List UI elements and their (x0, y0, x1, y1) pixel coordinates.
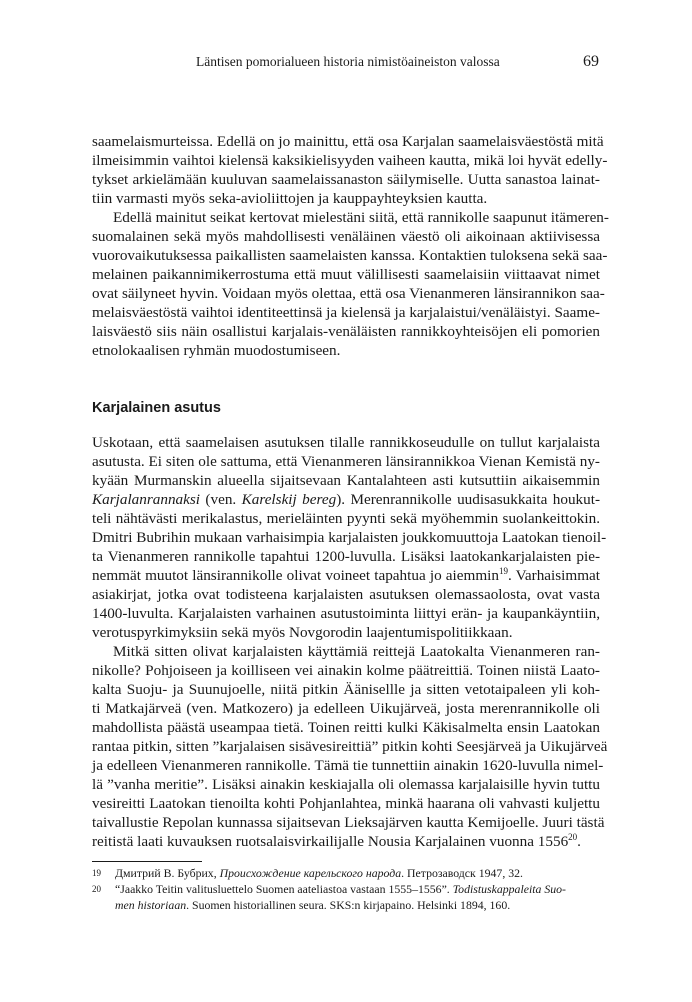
footnote-text: “Jaakko Teitin valitusluettelo Suomen aateliastoa vastaan 1555–1556”. Todistuskappaleita Suo- (115, 882, 566, 896)
section-heading: Karjalainen asutus (92, 400, 221, 416)
text-line: Karjalanrannaksi (ven. Karelskij bereg). Merenrannikolle uudisasukkaita houkut- (92, 491, 600, 508)
text-line: melainen paikannimikerrostuma että muut välillisesti saamelaisiin viittaavat nimet (92, 266, 600, 283)
text-line: ti Matkajärveä (ven. Matkozero) ja edelleen Uikujärveä, josta merenrannikolle oli (92, 700, 600, 717)
text-line: tykset arkielämään kuuluvan saamelaissanaston säilymiselle. Uutta sanastoa lainat- (92, 171, 600, 188)
footnote-19 (92, 865, 600, 881)
text-line: teli nähtävästi merikalastus, merieläinten pyynti sekä myöhemmin suolankeittokin. (92, 510, 600, 527)
footnote-number: 19 (92, 868, 101, 878)
text-line: mahdollista päästä useampaa tietä. Toinen reitti kulki Käkisalmelta ensin Laatokan (92, 719, 600, 736)
page-number: 69 (583, 53, 599, 70)
running-head (0, 52, 692, 72)
text-line: ja edelleen Vienanmeren rannikolle. Tämä tie tunnettiin ainakin 1620-luvulla nimel- (92, 757, 604, 774)
text-line: etnolokaalisen ryhmän muodostumiseen. (92, 342, 341, 359)
text-line: ta Vienanmeren rannikolle tapahtui 1200-luvulla. Lisäksi laatokankarjalaisten pie- (92, 548, 600, 565)
footnote-divider (92, 861, 202, 862)
text-line: vesireitti Laatokan tienoilta kohti Pohjanlahtea, minkä haarana oli vahvasti kuljettu (92, 795, 600, 812)
footnote-number: 20 (92, 884, 101, 894)
text-line: suomalainen sekä myös mahdollisesti venäläinen väestö oli aikoinaan aktiivisessa (92, 228, 600, 245)
text-line: reitistä laati kuvauksen ruotsalaisvirkailijalle Nousia Karjalainen vuonna 1556$^{20}$. (92, 832, 581, 850)
text-line: Dmitri Bubrihin mukaan varhaisimpia karjalaisten joukkomuuttoja Laatokan tienoil- (92, 529, 607, 546)
text-line: rantaa pitkin, sitten ”karjalaisen sisävesireittiä” pitkin kohti Seesjärveä ja Uikujärveä (92, 738, 608, 755)
italic-term: Karjalanrannaksi (92, 491, 201, 508)
paragraph-2 (92, 208, 609, 360)
footnote-text: Дмитрий В. Бубрих, Происхождение карельского народа. Петрозаводск 1947, 32. (115, 866, 523, 880)
text-line: lä ”vanha meritie”. Lisäksi ainakin keskiajalla oli olemassa karjalaisille hyvin tuttu (92, 776, 600, 793)
text-line: nikolle? Pohjoiseen ja koilliseen vei ainakin kolme päätreittiä. Toinen niistä Laato- (92, 662, 600, 679)
text-line: ilmeisimmin vaihtoi kielensä kaksikielisyyden vaiheen kautta, mikä loi hyvät edelly- (92, 152, 608, 169)
text-line: melaisväestöstä vaihtoi identiteettinsä ja kielensä ja karjalaistui/venäläistyi. Saame- (92, 304, 600, 321)
text-line: Edellä mainitut seikat kertovat mielestäni siitä, että rannikolle saapunut itämeren- (113, 209, 609, 226)
italic-term: Karelskij bereg (241, 491, 337, 508)
text-line: kyään Murmanskin alueella sijaitsevaan Kantalahteen asti kutsuttiin aikaisemmin (92, 472, 600, 489)
footnote-20 (92, 881, 600, 913)
footnote-ref-19[interactable]: 19 (498, 566, 508, 576)
footnotes (92, 865, 600, 913)
text-line: Mitkä sitten olivat karjalaisten käyttämiä reittejä Laatokalta Vienanmeren ran- (113, 643, 600, 660)
text-line: laisväestö siis näin osallistui karjalais-venäläisten rannikkoyhteisöjen eli pomorien (92, 323, 600, 340)
text-line: taivallustie Repolan kunnassa sijaitsevan Lieksajärven kautta Kemijoelle. Juuri tästä (92, 814, 605, 831)
text-line: 1400-luvulta. Karjalaisten varhainen asutustoiminta liittyi erän- ja kaupankäyntiin, (92, 605, 600, 622)
text-line: tiin varmasti myös seka-avioliittojen ja kauppayhteyksien kautta. (92, 190, 488, 207)
paragraph-4 (92, 642, 608, 851)
text-line: kalta Suoju- ja Suunujoelle, niitä pitkin Äänisellle ja sitten vetotaipaleen yli koh- (92, 681, 600, 698)
paragraph-3 (92, 433, 607, 642)
footnote-ref-20[interactable]: 20 (568, 832, 578, 842)
text-line: vuorovaikutuksessa paikallisten saamelaisten kanssa. Kontaktien tuloksena sekä saa- (92, 247, 608, 264)
text-line: asiakirjat, jotka ovat todisteena karjalaisten asutuksen olemassaolosta, ovat vasta (92, 586, 600, 603)
paragraph-1 (92, 132, 608, 208)
text-line: ovat säilyneet hyvin. Voidaan myös olettaa, että osa Vienanmeren länsirannikon saa- (92, 285, 605, 302)
running-head-title: Läntisen pomorialueen historia nimistöaineiston valossa (196, 54, 500, 69)
text-line: asutusta. Ei siten ole sattuma, että Vienanmeren länsirannikkoa Vienan Kemistä ny- (92, 453, 600, 470)
text-line: nemmät muutot länsirannikolle olivat voineet tapahtua jo aiemmin$^{19}$. Varhaisimmat (92, 566, 600, 584)
footnote-text: men historiaan. Suomen historiallinen seura. SKS:n kirjapaino. Helsinki 1894, 160. (115, 898, 511, 912)
text-line: verotuspyrkimyksiin sekä myös Novgorodin laajentumispolitiikkaan. (92, 624, 513, 641)
text-line: saamelaismurteissa. Edellä on jo mainittu, että osa Karjalan saamelaisväestöstä mitä (92, 133, 604, 150)
text-line: Uskotaan, että saamelaisen asutuksen tilalle rannikkoseudulle on tullut karjalaista (92, 434, 600, 451)
